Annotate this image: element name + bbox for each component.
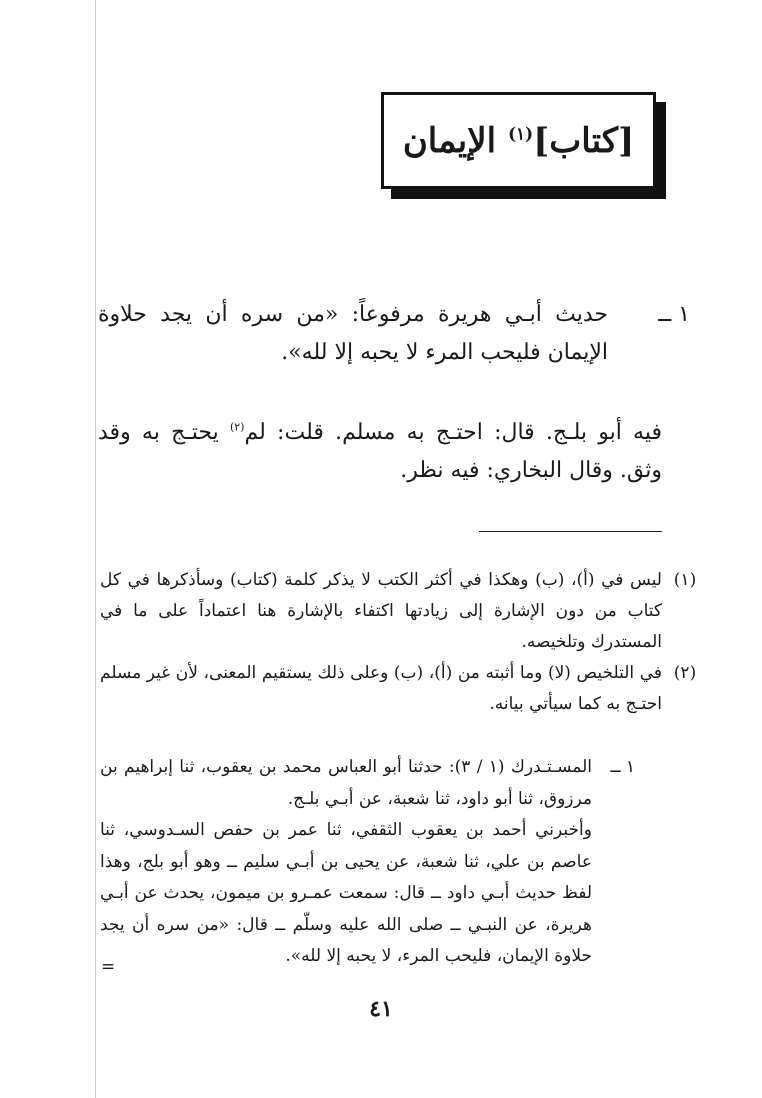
- hadith-number: ١ ــ: [658, 302, 690, 327]
- footnote-number: (٢): [673, 663, 697, 683]
- footnote-1: [100, 565, 697, 658]
- chapter-title: [403, 121, 634, 161]
- footnote-number: (١): [673, 570, 697, 590]
- hadith-entry: [98, 296, 690, 372]
- binding-line: [95, 0, 96, 1098]
- page-number: ٤١: [369, 996, 393, 1022]
- chapter-title-box: [381, 92, 656, 189]
- footnote-text: في التلخيص (لا) وما أثبته من (أ)، (ب) وعلى ذلك يستقيم المعنى، لأن غير مسلم احتـج به كما سيأتي بيانه.: [100, 663, 662, 714]
- source-entry-number: ١ ــ: [610, 757, 635, 777]
- footnote-separator: [479, 531, 662, 532]
- footnote-2: [100, 658, 697, 720]
- continuation-mark: =: [101, 957, 116, 977]
- hadith-text: حديث أبـي هريرة مرفوعاً: «من سره أن يجد حلاوة الإيمان فليحب المرء لا يحبه إلا لله».: [98, 302, 608, 365]
- source-entry-paragraph: المسـتـدرك (١ / ٣): حدثنا أبو العباس محمد بن يعقوب، ثنا إبراهيم بن مرزوق، ثنا أبو داود، ثنا شعبة، عن أبـي بلـج.: [100, 757, 593, 809]
- hadith-comment: [98, 414, 662, 490]
- comment-text-a: فيه أبو بلـج. قال: احتـج به مسلم. قلت: لم: [244, 420, 663, 445]
- source-entry-paragraph: وأخبرني أحمد بن يعقوب الثقفي، ثنا عمر بن حفص السـدوسي، ثنا عاصم بن علي، ثنا شعبة، عن يحيى بن أبـي سليم ــ وهو أبو بلج، وهذا لفظ حديث أبـي داود ــ قال: سمعت عمـرو بن ميمون، يحدث عن أبـي هريرة، عن النبـي ــ صلى الله عليه وسلّم ــ قال: «من سره أن يجد حلاوة الإيمان، فليحب المرء، لا يحبه إلا لله».: [100, 820, 592, 966]
- footnote-text: ليس في (أ)، (ب) وهكذا في أكثر الكتب لا يذكر كلمة (كتاب) وسأذكرها في كل كتاب من دون الإشارة إلى زيادتها اكتفاء بالإشارة هنا اعتماداً على ما في المستدرك وتلخيصه.: [100, 570, 662, 652]
- chapter-title-footnote-ref: (١): [507, 124, 534, 145]
- comment-text-b: يحتـج به وقد وثق. وقال البخاري: فيه نظر.: [98, 420, 662, 483]
- chapter-title-main: الإيمان: [402, 120, 497, 161]
- chapter-title-prefix: [كتاب]: [533, 120, 635, 161]
- comment-footnote-ref: (٢): [229, 420, 245, 434]
- source-entry: [100, 752, 592, 973]
